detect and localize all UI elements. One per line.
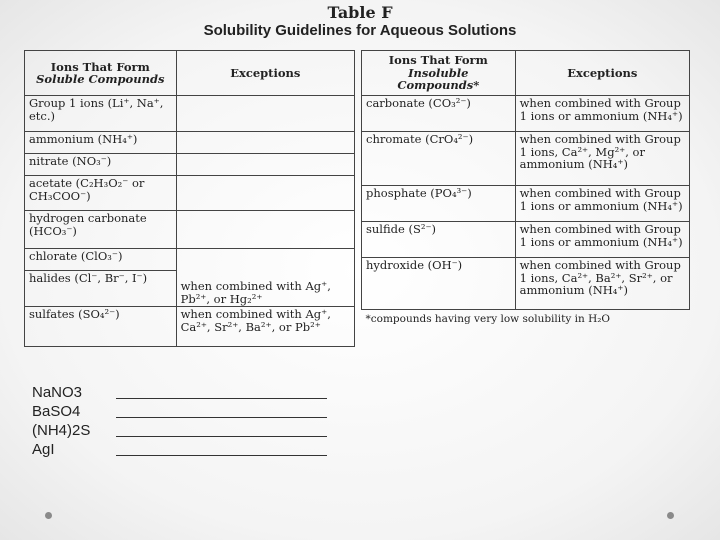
table-row [25, 211, 355, 249]
table-row [362, 132, 690, 186]
list-item [32, 383, 332, 402]
table-row [25, 96, 355, 132]
table-row [362, 186, 690, 222]
compound-formula: AgI [32, 441, 55, 458]
header-exceptions: Exceptions [176, 51, 354, 96]
ion-cell: Group 1 ions (Li⁺, Na⁺, etc.) [25, 96, 177, 132]
ion-cell: ammonium (NH₄⁺) [25, 132, 177, 154]
answer-blank[interactable] [116, 436, 327, 437]
exception-cell: when combined with Group 1 ions, Ca²⁺, Ba²⁺, Sr²⁺, or ammonium (NH₄⁺) [515, 258, 689, 310]
header-ions-line2: Soluble Compounds [36, 72, 165, 86]
exception-cell [176, 154, 354, 176]
ion-cell: hydrogen carbonate (HCO₃⁻) [25, 211, 177, 249]
list-item [32, 421, 332, 440]
table-row [362, 222, 690, 258]
header-exceptions: Exceptions [515, 51, 689, 96]
header-ions-line1: Ions That Form [388, 53, 488, 68]
exception-cell: when combined with Ag⁺, Pb²⁺, or Hg₂²⁺ [176, 249, 354, 307]
slide-dot-left [45, 512, 52, 519]
insoluble-compounds-table [361, 50, 690, 327]
ion-cell: chlorate (ClO₃⁻) [25, 249, 177, 271]
exception-cell: when combined with Group 1 ions or ammonium (NH₄⁺) [515, 222, 689, 258]
compound-formula: NaNO3 [32, 384, 83, 401]
ion-cell: sulfide (S²⁻) [362, 222, 516, 258]
answer-blank[interactable] [116, 398, 327, 399]
table-row [25, 307, 355, 347]
slide-dot-right [667, 512, 674, 519]
exception-cell: when combined with Group 1 ions or ammonium (NH₄⁺) [515, 186, 689, 222]
exception-cell: when combined with Group 1 ions or ammonium (NH₄⁺) [515, 96, 689, 132]
ion-cell: acetate (C₂H₃O₂⁻ or CH₃COO⁻) [25, 176, 177, 211]
list-item [32, 402, 332, 421]
ion-cell: halides (Cl⁻, Br⁻, I⁻) [25, 271, 177, 307]
compound-formula: BaSO4 [32, 403, 81, 420]
header-ions-soluble [25, 51, 177, 96]
header-ions-line1: Ions That Form [50, 59, 150, 74]
ion-cell: hydroxide (OH⁻) [362, 258, 516, 310]
title-line-1: Table F [327, 3, 393, 22]
answer-blank[interactable] [116, 455, 327, 456]
header-ions-insoluble [362, 51, 516, 96]
exception-cell [176, 96, 354, 132]
table-header-row [25, 51, 355, 96]
ion-cell: nitrate (NO₃⁻) [25, 154, 177, 176]
ion-cell: sulfates (SO₄²⁻) [25, 307, 177, 347]
table-header-row [362, 51, 690, 96]
exception-cell [176, 176, 354, 211]
exception-cell: when combined with Group 1 ions, Ca²⁺, Mg²⁺, or ammonium (NH₄⁺) [515, 132, 689, 186]
header-ions-line2: Insoluble Compounds* [397, 65, 480, 93]
answer-blank[interactable] [116, 417, 327, 418]
footnote: *compounds having very low solubility in H₂O [365, 313, 611, 325]
table-title [170, 4, 550, 40]
title-line-2: Solubility Guidelines for Aqueous Solutions [203, 22, 517, 39]
ion-cell: chromate (CrO₄²⁻) [362, 132, 516, 186]
compound-formula: (NH4)2S [32, 422, 91, 439]
soluble-compounds-table [24, 50, 355, 347]
footnote-row [362, 310, 690, 327]
table-row [25, 154, 355, 176]
exception-cell: when combined with Ag⁺, Ca²⁺, Sr²⁺, Ba²⁺, or Pb²⁺ [176, 307, 354, 347]
ion-cell: phosphate (PO₄³⁻) [362, 186, 516, 222]
exception-cell [176, 132, 354, 154]
worksheet-list [32, 383, 332, 459]
table-row [25, 132, 355, 154]
exception-cell [176, 211, 354, 249]
table-row [362, 96, 690, 132]
table-row [362, 258, 690, 310]
table-row [25, 176, 355, 211]
table-row [25, 249, 355, 271]
list-item [32, 440, 332, 459]
ion-cell: carbonate (CO₃²⁻) [362, 96, 516, 132]
